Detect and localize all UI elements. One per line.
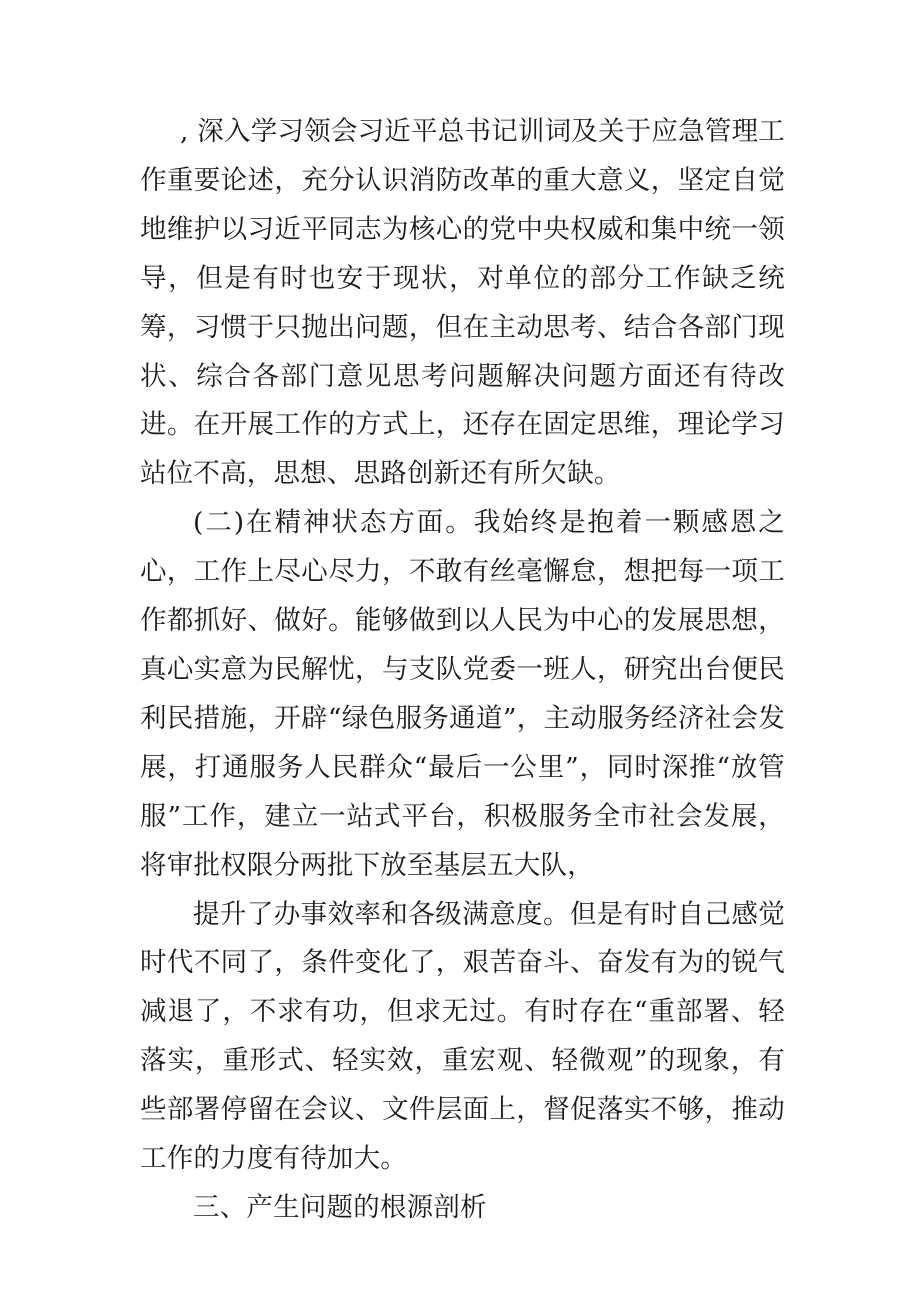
section-heading-root-cause: 三、产生问题的根源剖析	[193, 1191, 487, 1223]
paragraph-efficiency: 提升了办事效率和各级满意度。但是有时自己感觉时代不同了，条件变化了，艰苦奋斗、奋发有为的锐气减退了，不求有功，但求无过。有时存在“重部署、轻落实，重形式、轻实效，重宏观、轻微观”的现象，有些部署停留在会议、文件层面上，督促落实不够，推动工作的力度有待加大。	[140, 898, 785, 1175]
paragraph-theory-study: , 深入学习领会习近平总书记训词及关于应急管理工作重要论述，充分认识消防改革的重大意义，坚定自觉地维护以习近平同志为核心的党中央权威和集中统一领导，但是有时也安于现状，对单位的部分工作缺乏统筹，习惯于只抛出问题，但在主动思考、结合各部门现状、综合各部门意见思考问题解决问题方面还有待改进。在开展工作的方式上，还存在固定思维，理论学习站位不高，思想、思路创新还有所欠缺。	[140, 116, 785, 490]
paragraph-spiritual-state: (二)在精神状态方面。我始终是抱着一颗感恩之心，工作上尽心尽力，不敢有丝毫懈怠，想把每一项工作都抓好、做好。能够做到以人民为中心的发展思想，真心实意为民解忧，与支队党委一班人，研究出台便民利民措施，开辟“绿色服务通道”，主动服务经济社会发展，打通服务人民群众“最后一公里”，同时深推“放管服”工作，建立一站式平台，积极服务全市社会发展，将审批权限分两批下放至基层五大队，	[140, 507, 785, 881]
document-body	[140, 108, 785, 1233]
